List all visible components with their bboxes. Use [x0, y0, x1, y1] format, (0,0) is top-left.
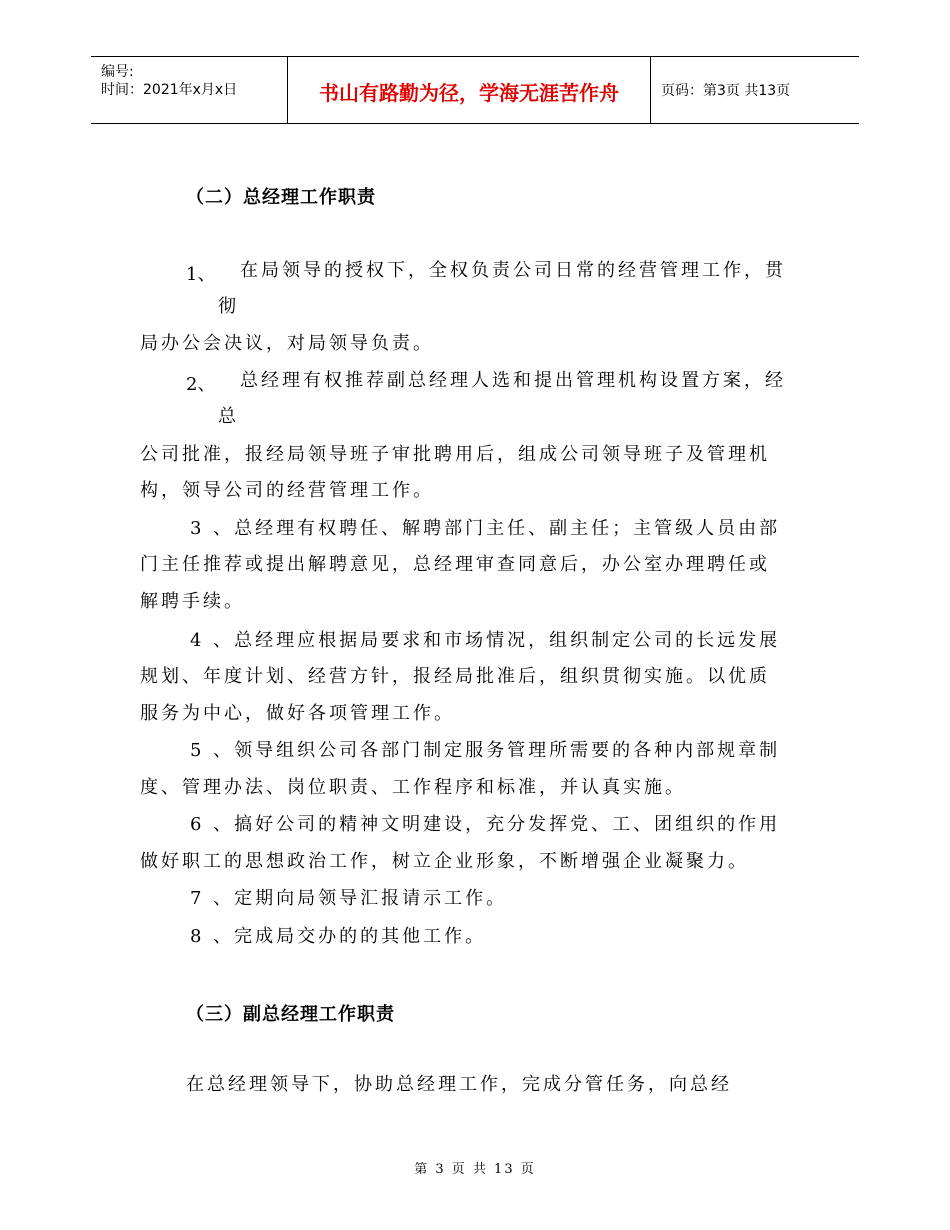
item-7-line-1: 7 、定期向局领导汇报请示工作。 [190, 888, 508, 909]
page-header [91, 56, 859, 124]
document-number-label: 编号: [101, 64, 134, 80]
page-footer: 第 3 页 共 13 页 [414, 1162, 536, 1177]
item-6-line-2: 做好职工的思想政治工作，树立企业形象，不断增强企业凝聚力。 [140, 851, 749, 872]
item-2-line-4: 构，领导公司的经营管理工作。 [140, 480, 434, 501]
header-motto: 书山有路勤为径，学海无涯苦作舟 [319, 81, 619, 105]
section-2-title: （二）总经理工作职责 [186, 187, 376, 208]
header-page-number: 页码：第3页 共13页 [661, 83, 791, 99]
item-6-line-1: 6 、搞好公司的精神文明建设，充分发挥党、工、团组织的作用 [190, 814, 781, 835]
item-2-line-1: 总经理有权推荐副总经理人选和提出管理机构设置方案，经 [240, 370, 786, 391]
section-3-paragraph: 在总经理领导下，协助总经理工作，完成分管任务，向总经 [186, 1074, 732, 1095]
document-date: 时间：2021年x月x日 [101, 82, 238, 98]
item-5-line-2: 度、管理办法、岗位职责、工作程序和标准，并认真实施。 [140, 777, 686, 798]
item-8-line-1: 8 、完成局交办的的其他工作。 [190, 926, 487, 947]
header-right-cell [651, 57, 859, 123]
item-3-line-3: 解聘手续。 [140, 591, 245, 612]
item-5-line-1: 5 、领导组织公司各部门制定服务管理所需要的各种内部规章制 [190, 740, 781, 761]
item-4-line-1: 4 、总经理应根据局要求和市场情况，组织制定公司的长远发展 [190, 630, 781, 651]
item-1-number: 1、 [186, 264, 216, 285]
item-4-line-3: 服务为中心，做好各项管理工作。 [140, 703, 455, 724]
item-3-line-2: 门主任推荐或提出解聘意见，总经理审查同意后，办公室办理聘任或 [140, 554, 770, 575]
item-1-line-3: 局办公会决议，对局领导负责。 [140, 333, 434, 354]
item-3-line-1: 3 、总经理有权聘任、解聘部门主任、副主任；主管级人员由部 [190, 518, 781, 539]
item-1-line-2: 彻 [218, 296, 239, 317]
item-4-line-2: 规划、年度计划、经营方针，报经局批准后，组织贯彻实施。以优质 [140, 666, 770, 687]
item-2-line-2: 总 [218, 406, 239, 427]
item-1-line-1: 在局领导的授权下，全权负责公司日常的经营管理工作，贯 [240, 260, 786, 281]
item-2-number: 2、 [186, 374, 216, 395]
header-center-cell [288, 57, 651, 123]
item-2-line-3: 公司批准，报经局领导班子审批聘用后，组成公司领导班子及管理机 [140, 444, 770, 465]
header-left-cell [91, 57, 288, 123]
section-3-title: （三）副总经理工作职责 [186, 1004, 395, 1025]
